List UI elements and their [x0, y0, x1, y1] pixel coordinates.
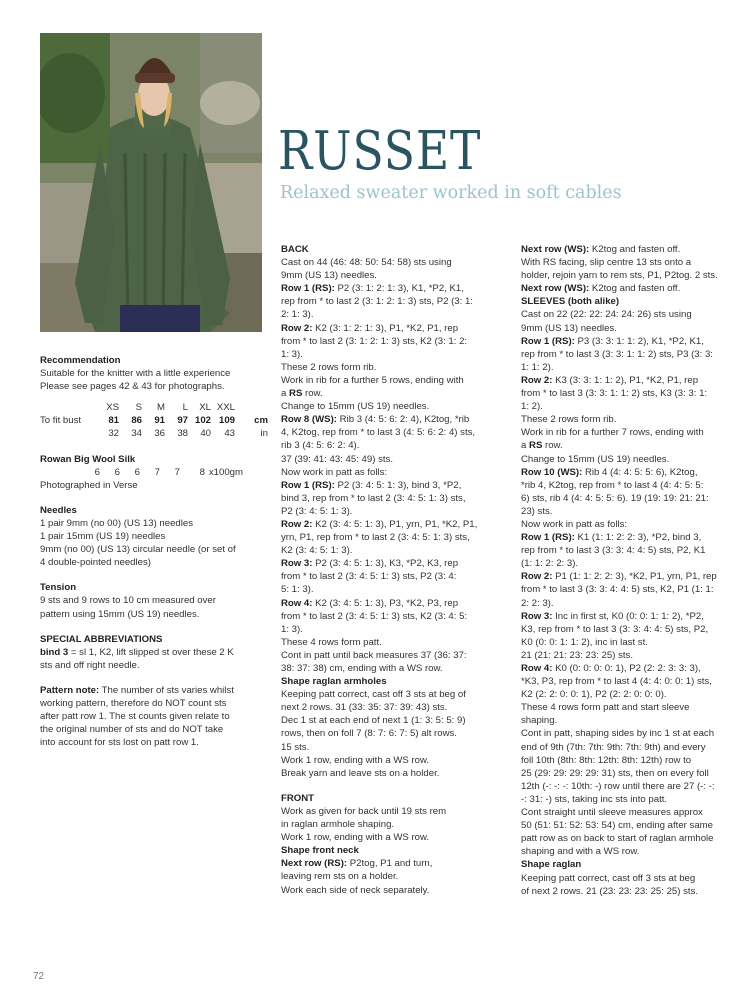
size-m: M: [157, 402, 165, 414]
text-line: from * to last 2 (3: 4: 5: 1: 3) sts, P2 (3: 4:: [281, 571, 457, 583]
text-line: 2: 2: 3).: [521, 597, 554, 609]
row-text: K2 (3: 4: 5: 1: 3), P3, *K2, P3, rep: [312, 597, 459, 609]
row-text: P2 (3: 1: 2: 1: 3), K1, *P2, K1,: [334, 283, 464, 295]
page-number: 72: [33, 971, 45, 982]
text-line: shaping.: [521, 715, 558, 727]
fit-cm-row: [40, 414, 268, 427]
text-line: bind 3, rep from * to last 2 (3: 4: 5: 1: 3) sts,: [281, 492, 466, 504]
needles-line: 4 double-pointed needles): [40, 557, 151, 569]
text-line: Change to 15mm (US 19) needles.: [521, 453, 670, 465]
abbreviation-term: bind 3: [40, 646, 69, 658]
row-text: K1 (1: 1: 2: 2: 3), *P2, bind 3,: [574, 532, 702, 544]
size-xxl: XXL: [216, 402, 235, 414]
text-line: These 4 rows form patt and start sleeve: [521, 702, 690, 714]
text-line: Work in rib for a further 7 rows, ending with: [521, 427, 704, 439]
row-instruction: [281, 322, 511, 335]
right-column: [521, 243, 746, 898]
row-label: Row 2:: [281, 518, 313, 530]
row-text: P3 (3: 3: 1: 1: 2), K1, *P2, K1,: [574, 335, 704, 347]
row-instruction: [281, 857, 511, 870]
fit-in-value: 40: [200, 428, 211, 440]
row-instruction: [521, 531, 746, 544]
text-line: from * to last 3 (3: 3: 4: 4: 5) sts, K2, P1 (1: 1:: [521, 584, 714, 596]
text-line: Work as given for back until 19 sts rem: [281, 805, 447, 817]
row-instruction: [521, 374, 746, 387]
fit-cm-value: 109: [218, 415, 235, 427]
text-line: K2 (2: 2: 0: 0: 1), P2 (2: 2: 0: 0: 0).: [521, 689, 667, 701]
size-xs: XS: [106, 402, 119, 414]
abbreviation-line: [40, 646, 268, 659]
row-text: K2 (3: 4: 5: 1: 3), P1, yrn, P1, *K2, P1,: [312, 518, 478, 530]
fit-cm-value: 97: [177, 415, 188, 427]
row-instruction: [281, 518, 511, 531]
pattern-note-line: working pattern, therefore do NOT count sts: [40, 697, 227, 709]
text-line: (1: 1: 2: 2: 3).: [521, 558, 579, 570]
row-label: Row 8 (WS):: [281, 414, 337, 426]
row-instruction: [281, 479, 511, 492]
size-l: L: [182, 402, 188, 414]
text-line: P2 (3: 4: 5: 1: 3).: [281, 505, 353, 517]
size-s: S: [135, 402, 142, 414]
fit-in-value: 32: [108, 428, 119, 440]
row-text: Inc in first st, K0 (0: 0: 1: 1: 2), *P2,: [552, 610, 704, 622]
row-label: Row 2:: [521, 571, 553, 583]
row-label: Row 10 (WS):: [521, 466, 583, 478]
text-line: Break yarn and leave sts on a holder.: [281, 767, 440, 779]
text-line: K2 (3: 4: 5: 1: 3).: [281, 545, 353, 557]
yarn-count: 7: [154, 466, 160, 478]
pattern-note-term: Pattern note:: [40, 684, 100, 696]
pattern-note-line: into account for sts lost on patt row 1.: [40, 737, 199, 749]
row-text: P2 (3: 4: 5: 1: 3), bind 3, *P2,: [334, 479, 462, 491]
text-line: 12th (-: -: -: 10th: -) row until there are 27 (-: -:: [521, 780, 715, 792]
recommendation-line: Suitable for the knitter with a little experience: [40, 368, 231, 380]
text-line: shaping and with a WS row.: [521, 846, 640, 858]
row-label: Row 4:: [281, 597, 313, 609]
text-line: 6) sts, rib 4 (4: 4: 5: 5: 6). 19 (19: 19: 21: 21:: [521, 492, 709, 504]
front-heading: FRONT: [281, 792, 315, 804]
text-line: 23) sts.: [521, 505, 553, 517]
text-line: a RS row.: [281, 388, 323, 400]
row-label: Next row (WS):: [521, 244, 590, 255]
row-text: P2tog, P1 and turn,: [347, 858, 433, 870]
sweater-photo: [40, 33, 262, 332]
text-line: 21 (21: 21: 23: 23: 25) sts.: [521, 649, 633, 661]
text-line: a RS row.: [521, 440, 563, 452]
row-label: Row 2:: [521, 374, 553, 386]
yarn-count: 6: [134, 466, 140, 478]
row-label: Row 2:: [281, 322, 313, 334]
text-line: 1: 1: 2).: [521, 361, 554, 373]
tension-line: pattern using 15mm (US 19) needles.: [40, 608, 200, 620]
text-line: Cast on 22 (22: 22: 24: 24: 26) sts using: [521, 309, 692, 321]
row-instruction: [521, 466, 746, 479]
text-line: 9mm (US 13) needles.: [281, 270, 377, 282]
text-line: yrn, P1, rep from * to last 2 (3: 4: 5: 1: 3) sts,: [281, 532, 470, 544]
fit-in-value: 34: [131, 428, 142, 440]
text-line: Work in rib for a further 5 rows, ending with: [281, 374, 464, 386]
fit-in-unit: in: [260, 428, 268, 440]
needles-line: 9mm (no 00) (US 13) circular needle (or set of: [40, 544, 236, 556]
text-line: 50 (51: 51: 52: 53: 54) cm, ending after same: [521, 820, 713, 832]
size-table: [40, 401, 268, 440]
fit-cm-value: 86: [131, 415, 142, 427]
text-line: *K3, P3, rep from * to last 4 (4: 4: 0: 0: 1) sts,: [521, 676, 712, 688]
row-label: Row 1 (RS):: [521, 532, 575, 544]
row-text: K2tog and fasten off.: [589, 283, 681, 295]
text-line: 37 (39: 41: 43: 45: 49) sts.: [281, 453, 393, 465]
text-line: leaving rem sts on a holder.: [281, 871, 399, 883]
yarn-note: Photographed in Verse: [40, 479, 138, 491]
needles-line: 1 pair 15mm (US 19) needles: [40, 531, 166, 543]
size-header-row: [40, 401, 268, 414]
fit-cm-value: 102: [194, 415, 211, 427]
pattern-note-text: The number of sts varies whilst: [99, 684, 234, 696]
needles-heading: Needles: [40, 504, 77, 516]
left-column: [40, 354, 268, 749]
recommendation-line: Please see pages 42 & 43 for photographs.: [40, 381, 225, 393]
text-line: Cast on 44 (46: 48: 50: 54: 58) sts using: [281, 257, 452, 269]
text-line: in raglan armhole shaping.: [281, 819, 395, 831]
yarn-count: 7: [174, 466, 180, 478]
text-line: end of 9th (7th: 7th: 9th: 7th: 9th) and every: [521, 741, 706, 753]
text-line: Cont in patt until back measures 37 (36: 37:: [281, 649, 467, 661]
text-line: Cont in patt, shaping sides by inc 1 st at each: [521, 728, 715, 740]
row-instruction: [521, 662, 746, 675]
pattern-title: RUSSET: [278, 121, 482, 182]
text-line: of next 2 rows. 21 (23: 23: 23: 25: 25) sts.: [521, 885, 699, 897]
row-instruction: [281, 413, 511, 426]
row-text: Rib 3 (4: 5: 6: 2: 4), K2tog, *rib: [336, 414, 470, 426]
text-line: 4, K2tog, rep from * to last 3 (4: 5: 6: 2: 4) sts,: [281, 427, 476, 439]
back-heading: BACK: [281, 244, 309, 255]
text-line: 15 sts.: [281, 741, 310, 753]
pattern-note-line: after patt row 1. The st counts given relate to: [40, 711, 230, 723]
middle-column: [281, 243, 511, 897]
tension-line: 9 sts and 9 rows to 10 cm measured over: [40, 595, 216, 607]
needles-line: 1 pair 9mm (no 00) (US 13) needles: [40, 517, 194, 529]
fit-cm-value: 81: [108, 415, 119, 427]
text-line: 5: 1: 3).: [281, 584, 314, 596]
text-line: 1: 3).: [281, 348, 303, 360]
text-line: rows, then on foll 7 (8: 7: 6: 7: 5) alt rows.: [281, 728, 457, 740]
fit-in-value: 36: [154, 428, 165, 440]
text-line: Change to 15mm (US 19) needles.: [281, 401, 430, 413]
text-line: 1: 3).: [281, 623, 303, 635]
fit-in-value: 38: [177, 428, 188, 440]
row-text: P1 (1: 1: 2: 2: 3), *K2, P1, yrn, P1, rep: [552, 571, 717, 583]
text-line: from * to last 3 (3: 3: 1: 1: 2) sts, K3 (3: 3: 1:: [521, 388, 708, 400]
text-line: Work 1 row, ending with a WS row.: [281, 754, 430, 766]
row-instruction: [281, 282, 511, 295]
text-line: 25 (29: 29: 29: 29: 31) sts, then on every foll: [521, 767, 709, 779]
fit-cm-unit: cm: [254, 415, 268, 427]
text-line: These 4 rows form patt.: [281, 636, 382, 648]
text-line: patt row as on back to start of raglan armhole: [521, 833, 714, 845]
recommendation-heading: Recommendation: [40, 355, 121, 366]
row-text: Rib 4 (4: 4: 5: 5: 6), K2tog,: [582, 466, 698, 478]
text-line: Keeping patt correct, cast off 3 sts at beg: [521, 872, 696, 884]
front-neck-heading: Shape front neck: [281, 845, 359, 857]
raglan-armholes-heading: Shape raglan armholes: [281, 676, 387, 688]
abbreviations-heading: SPECIAL ABBREVIATIONS: [40, 633, 163, 645]
text-line: rep from * to last 3 (3: 3: 1: 1: 2) sts, P3 (3: 3:: [521, 348, 713, 360]
text-line: Dec 1 st at each end of next 1 (1: 3: 5: 5: 9): [281, 715, 466, 727]
row-instruction: [521, 570, 746, 583]
text-line: Keeping patt correct, cast off 3 sts at beg of: [281, 689, 466, 701]
abbreviation-line: sts and off right needle.: [40, 659, 140, 671]
row-label: Row 4:: [521, 663, 553, 674]
row-instruction: [521, 282, 746, 295]
row-label: Next row (RS):: [281, 858, 348, 870]
text-line: Work each side of neck separately.: [281, 884, 430, 896]
text-line: rep from * to last 2 (3: 1: 2: 1: 3) sts, P2 (3: 1:: [281, 296, 473, 308]
row-instruction: [281, 597, 511, 610]
fit-in-value: 43: [224, 428, 235, 440]
row-label: Row 1 (RS):: [281, 283, 335, 295]
row-text: K3 (3: 3: 1: 1: 2), P1, *K2, P1, rep: [552, 374, 699, 386]
text-line: Cont straight until sleeve measures approx: [521, 807, 703, 819]
row-text: P2 (3: 4: 5: 1: 3), K3, *P2, K3, rep: [312, 558, 459, 570]
text-line: -: 31: -) sts, taking inc sts into patt.: [521, 793, 668, 805]
text-line: from * to last 2 (3: 1: 2: 1: 3) sts, K2 (3: 1: 2:: [281, 335, 468, 347]
yarn-count: 8: [199, 466, 205, 478]
text-line: These 2 rows form rib.: [281, 361, 377, 373]
yarn-count: 6: [94, 466, 100, 478]
sleeve-raglan-heading: Shape raglan: [521, 859, 582, 871]
size-xl: XL: [199, 402, 211, 414]
row-text: K0 (0: 0: 0: 0: 1), P2 (2: 2: 3: 3: 3),: [552, 663, 701, 674]
row-label: Row 1 (RS):: [521, 335, 575, 347]
text-line: 2: 1: 3).: [281, 309, 314, 321]
text-line: These 2 rows form rib.: [521, 414, 617, 426]
fit-in-row: [40, 427, 268, 440]
row-instruction: [281, 557, 511, 570]
text-line: With RS facing, slip centre 13 sts onto a: [521, 257, 692, 269]
row-instruction: [521, 243, 746, 256]
text-line: from * to last 2 (3: 4: 5: 1: 3) sts, K2 (3: 4: 5:: [281, 610, 468, 622]
row-text: K2tog and fasten off.: [589, 244, 681, 255]
row-label: Row 1 (RS):: [281, 479, 335, 491]
text-line: holder, rejoin yarn to rem sts, P1, P2tog. 2 sts.: [521, 270, 718, 282]
pattern-note-line: the original number of sts and do NOT take: [40, 724, 224, 736]
pattern-note-line: [40, 684, 268, 697]
text-line: Work 1 row, ending with a WS row.: [281, 832, 430, 844]
text-line: 38: 37: 38) cm, ending with a WS row.: [281, 663, 443, 674]
text-line: 1: 2).: [521, 401, 543, 413]
fit-label: To fit bust: [40, 415, 82, 427]
yarn-quantity-row: [40, 466, 268, 479]
sleeves-heading: SLEEVES (both alike): [521, 296, 620, 308]
text-line: rib 3 (4: 5: 6: 2: 4).: [281, 440, 360, 452]
pattern-subtitle: Relaxed sweater worked in soft cables: [280, 183, 622, 203]
text-line: rep from * to last 3 (3: 3: 4: 4: 5) sts, P2, K1: [521, 545, 706, 557]
text-line: 9mm (US 13) needles.: [521, 322, 617, 334]
yarn-heading: Rowan Big Wool Silk: [40, 453, 136, 465]
text-line: Now work in patt as folls:: [521, 518, 628, 530]
abbreviation-definition: = sl 1, K2, lift slipped st over these 2 K: [68, 646, 234, 658]
yarn-count: 6: [114, 466, 120, 478]
row-text: K2 (3: 1: 2: 1: 3), P1, *K2, P1, rep: [312, 322, 459, 334]
row-instruction: [521, 335, 746, 348]
row-instruction: [521, 610, 746, 623]
text-line: K3, rep from * to last 3 (3: 3: 4: 4: 5) sts, P2,: [521, 623, 709, 635]
text-line: K0 (0: 0: 1: 1: 2), inc in last st.: [521, 636, 648, 648]
tension-heading: Tension: [40, 582, 77, 594]
row-label: Next row (WS):: [521, 283, 590, 295]
yarn-unit: x100gm: [208, 466, 243, 478]
row-label: Row 3:: [521, 610, 553, 622]
text-line: *rib 4, K2tog, rep from * to last 4 (4: 4: 5: 5:: [521, 479, 704, 491]
text-line: Now work in patt as folls:: [281, 466, 388, 478]
fit-cm-value: 91: [154, 415, 165, 427]
text-line: foll 10th (8th: 8th: 12th: 8th: 12th) row to: [521, 754, 692, 766]
text-line: next 2 rows. 31 (33: 35: 37: 39: 43) sts.: [281, 702, 448, 714]
row-label: Row 3:: [281, 558, 313, 570]
